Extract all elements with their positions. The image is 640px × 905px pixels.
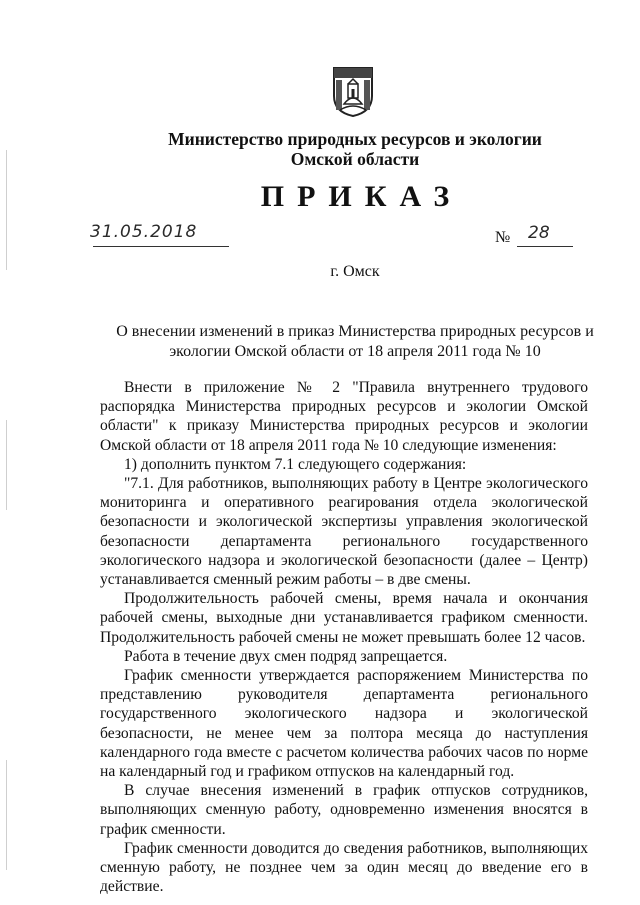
scan-edge-mark <box>6 760 7 870</box>
handwritten-number: 28 <box>528 223 550 243</box>
number-underline <box>517 246 573 247</box>
scan-edge-mark <box>6 420 7 510</box>
body-paragraph: Продолжительность рабочей смены, время начала и окончания рабочей смены, выходные дни устанавливается графиком сменности. Продолжительность рабочей смены не может превышать более 12 часов. <box>100 590 588 646</box>
ministry-name-line2: Омской области <box>290 149 420 169</box>
scan-edge-mark <box>6 150 7 270</box>
body-paragraph: Внести в приложение № 2 "Правила внутреннего трудового распорядка Министерства природных ресурсов и экологии Омской области" к приказу Министерства природных ресурсов и экологии Омской области от 18 апреля 2011 года № 10 следующие изменения: <box>100 379 588 454</box>
order-subject <box>100 322 610 362</box>
body-paragraph: График сменности утверждается распоряжением Министерства по представлению руководителя департамента регионального государственного экологического надзора и экологической безопасности, не менее чем за полтора месяца до наступления календарного года вместе с расчетом количества рабочих часов по норме на календарный год и графиком отпусков на календарный год. <box>100 667 588 781</box>
body-paragraph: В случае внесения изменений в график отпусков сотрудников, выполняющих сменную работу, одновременно изменения вносятся в график сменности. <box>100 782 588 838</box>
subject-line2: экологии Омской области от 18 апреля 2011 года № 10 <box>169 343 541 360</box>
number-label: № <box>495 229 511 246</box>
ministry-name-line1: Министерство природных ресурсов и экологии <box>168 129 542 149</box>
body-paragraph: Работа в течение двух смен подряд запрещается. <box>124 647 448 665</box>
body-paragraph: График сменности доводится до сведения работников, выполняющих сменную работу, не позднее чем за один месяц до введение его в действие. <box>100 839 588 896</box>
omsk-coat-of-arms-icon <box>332 66 374 118</box>
date-underline <box>93 246 229 247</box>
city-label: г. Омск <box>330 263 380 280</box>
document-type-title: ПРИКАЗ <box>260 180 463 213</box>
handwritten-date: 31.05.2018 <box>90 222 198 242</box>
order-body <box>100 378 588 896</box>
subject-line1: О внесении изменений в приказ Министерства природных ресурсов и <box>116 323 594 340</box>
body-paragraph: "7.1. Для работников, выполняющих работу в Центре экологического мониторинга и оперативного реагирования отдела экологической безопасности и экологической экспертизы управления экологической безопасности департамента регионального государственного экологического надзора и экологической безопасности (далее – Центр) устанавливается сменный режим работы – в две смены. <box>100 475 588 589</box>
body-paragraph: 1) дополнить пунктом 7.1 следующего содержания: <box>124 455 467 473</box>
